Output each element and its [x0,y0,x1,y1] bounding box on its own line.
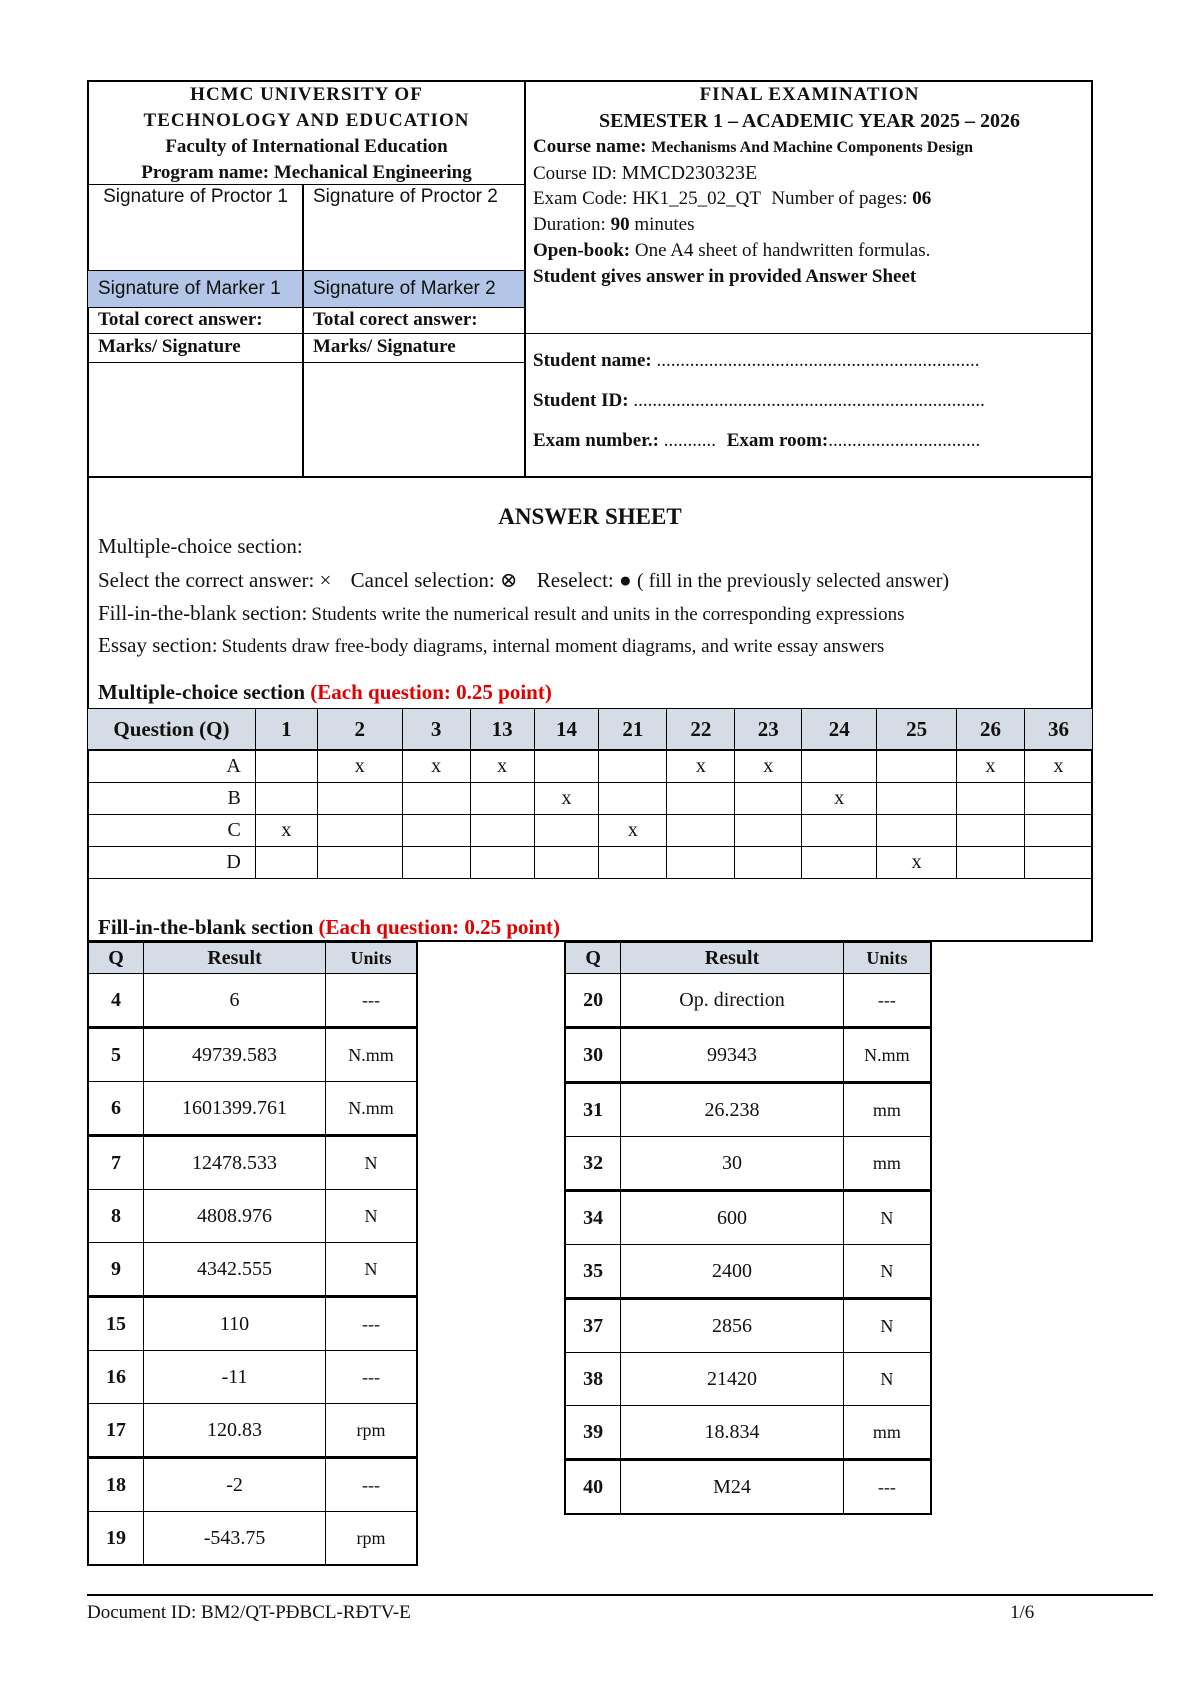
fill-question-number: 18 [88,1458,144,1512]
mc-answer-cell[interactable] [470,783,534,815]
marker2-signature-label: Signature of Marker 2 [313,278,496,299]
fill-result-cell[interactable]: 49739.583 [144,1028,326,1082]
mc-answer-cell[interactable] [317,847,402,879]
mc-answer-table [87,708,1093,879]
fill-question-number: 8 [88,1190,144,1243]
mc-option-row [88,750,1093,783]
mc-answer-cell[interactable] [1024,815,1092,847]
mc-answer-cell[interactable] [957,847,1025,879]
fill-result-cell[interactable]: 2856 [621,1299,844,1353]
mc-section-label: Multiple-choice section: [98,534,303,558]
fill-instructions [98,601,904,626]
fill-units-cell[interactable]: N.mm [326,1082,417,1136]
mc-points: (Each question: 0.25 point) [310,680,552,704]
fill-result-cell[interactable]: -543.75 [144,1512,326,1566]
grid-line [87,184,525,185]
fill-units-cell[interactable]: mm [843,1137,931,1191]
fill-left-header-row [88,942,417,974]
answer-note: Student gives answer in provided Answer Sheet [533,266,917,287]
mc-answer-cell[interactable] [957,783,1025,815]
mc-answer-cell[interactable] [534,815,599,847]
mc-question-number: 1 [255,709,317,751]
mc-answer-cell[interactable]: x [735,750,802,783]
fill-row [565,1083,931,1137]
mc-answer-cell[interactable] [402,815,470,847]
student-name-field[interactable]: .................................................................... [656,350,980,371]
fill-col-result: Result [621,942,844,974]
duration-label: Duration: [533,214,606,235]
fill-units-cell[interactable]: N [843,1353,931,1406]
mc-answer-cell[interactable]: x [667,750,735,783]
fill-question-number: 6 [88,1082,144,1136]
mc-answer-cell[interactable] [470,847,534,879]
mc-answer-cell[interactable] [802,815,877,847]
mc-option-label: D [88,847,256,879]
marker1-signature-label: Signature of Marker 1 [98,278,281,299]
mc-option-label: B [88,783,256,815]
selection-instructions [98,568,949,593]
mc-answer-cell[interactable]: x [317,750,402,783]
faculty-name: Faculty of International Education [165,136,448,157]
mc-question-number: 21 [599,709,667,751]
mc-answer-cell[interactable] [877,783,957,815]
fill-table-right [564,941,932,1515]
mc-heading [98,680,552,705]
fill-col-q: Q [565,942,621,974]
proctor2-signature-label: Signature of Proctor 2 [313,186,498,207]
university-name-line1: HCMC UNIVERSITY OF [190,84,423,105]
mc-answer-cell[interactable] [255,783,317,815]
fill-result-cell[interactable]: 18.834 [621,1406,844,1460]
total-correct-label-1: Total corect answer: [98,309,263,330]
fill-question-number: 20 [565,974,621,1028]
exam-number-label: Exam number.: [533,430,659,451]
mc-question-number: 36 [1024,709,1092,751]
exam-code-row [533,186,931,212]
fill-units-cell[interactable]: rpm [326,1404,417,1458]
mc-answer-cell[interactable] [534,750,599,783]
essay-section-label: Essay section: [98,633,218,657]
mc-answer-cell[interactable] [735,847,802,879]
answer-sheet-title: ANSWER SHEET [498,504,682,529]
fill-row [565,974,931,1028]
fill-result-cell[interactable]: -2 [144,1458,326,1512]
fill-units-cell[interactable]: N.mm [326,1028,417,1082]
mc-answer-cell[interactable] [599,847,667,879]
total-correct-label-2: Total corect answer: [313,309,478,330]
mc-question-number: 25 [877,709,957,751]
fill-table-left [87,941,418,1566]
fill-result-cell[interactable]: -11 [144,1351,326,1404]
course-id-row [533,160,757,187]
fill-row [88,1190,417,1243]
fill-units-cell[interactable]: mm [843,1406,931,1460]
mc-option-label: C [88,815,256,847]
mc-answer-cell[interactable] [402,783,470,815]
fill-row [565,1460,931,1515]
mc-answer-cell[interactable] [255,847,317,879]
course-name-row [533,134,1093,161]
fill-units-cell[interactable]: --- [843,974,931,1028]
essay-section-note: Students draw free-body diagrams, internal moment diagrams, and write essay answers [221,636,885,657]
fill-question-number: 32 [565,1137,621,1191]
fill-result-cell[interactable]: 600 [621,1191,844,1245]
mc-question-number: 14 [534,709,599,751]
fill-heading [98,915,560,940]
cancel-selection-label: Cancel selection: ⊗ [350,568,518,592]
mc-answer-cell[interactable] [877,815,957,847]
mc-answer-cell[interactable]: x [470,750,534,783]
fill-units-cell[interactable]: N [326,1136,417,1190]
mc-option-label: A [88,750,256,783]
fill-units-cell[interactable]: N [843,1245,931,1299]
fill-question-number: 19 [88,1512,144,1566]
mc-answer-cell[interactable] [599,783,667,815]
fill-result-cell[interactable]: 99343 [621,1028,844,1083]
page-number: 1/6 [1010,1602,1035,1623]
exam-number-field[interactable]: ........... [663,430,716,451]
mc-question-number: 26 [957,709,1025,751]
fill-units-cell[interactable]: N.mm [843,1028,931,1083]
pages-label: Number of pages: [771,188,908,209]
fill-units-cell[interactable]: --- [326,974,417,1028]
fill-result-cell[interactable]: 120.83 [144,1404,326,1458]
exam-room-field[interactable]: ................................ [828,430,981,451]
fill-result-cell[interactable]: 2400 [621,1245,844,1299]
program-name: Program name: Mechanical Engineering [141,162,472,183]
mc-header-row [88,709,1093,751]
fill-row [565,1353,931,1406]
fill-result-cell[interactable]: 4342.555 [144,1243,326,1297]
footer-rule [87,1594,1153,1596]
fill-section-note: Students write the numerical result and units in the corresponding expressions [311,604,905,625]
reselect-note: ( fill in the previously selected answer) [636,570,950,592]
fill-question-number: 31 [565,1083,621,1137]
select-answer-label: Select the correct answer: × [98,568,332,592]
fill-question-number: 38 [565,1353,621,1406]
fill-units-cell[interactable]: N [843,1191,931,1245]
mc-answer-cell[interactable] [877,750,957,783]
mc-answer-cell[interactable] [470,815,534,847]
fill-result-cell[interactable]: 12478.533 [144,1136,326,1190]
grid-line [87,333,1093,334]
fill-question-number: 9 [88,1243,144,1297]
mc-option-row [88,783,1093,815]
exam-number-row [533,428,980,454]
mc-answer-cell[interactable] [667,815,735,847]
fill-section-label: Fill-in-the-blank section: [98,601,308,625]
mc-answer-cell[interactable]: x [1024,750,1092,783]
fill-col-q: Q [88,942,144,974]
mc-answer-cell[interactable]: x [255,815,317,847]
grid-line [87,362,525,363]
fill-question-number: 15 [88,1297,144,1351]
mc-answer-cell[interactable] [957,815,1025,847]
fill-row [88,1028,417,1082]
mc-option-row [88,847,1093,879]
mc-answer-cell[interactable] [667,783,735,815]
essay-instructions [98,633,884,658]
fill-row [565,1137,931,1191]
fill-units-cell[interactable]: --- [843,1460,931,1515]
fill-question-number: 34 [565,1191,621,1245]
fill-result-cell[interactable]: 6 [144,974,326,1028]
proctor1-signature-label: Signature of Proctor 1 [103,186,288,207]
exam-code-label: Exam Code: [533,188,628,209]
mc-answer-cell[interactable] [317,783,402,815]
mc-answer-cell[interactable] [735,815,802,847]
exam-room-label: Exam room: [726,430,829,451]
duration-unit: minutes [634,214,695,235]
mc-question-number: 23 [735,709,802,751]
header-divider-vertical [524,80,526,478]
fill-question-number: 7 [88,1136,144,1190]
fill-result-cell[interactable]: Op. direction [621,974,844,1028]
open-book-label: Open-book: [533,240,631,261]
exam-title: FINAL EXAMINATION [699,84,920,105]
fill-units-cell[interactable]: rpm [326,1512,417,1566]
fill-question-number: 16 [88,1351,144,1404]
duration-row [533,212,695,238]
fill-row [88,974,417,1028]
student-id-field[interactable]: .......................................................................... [633,390,985,411]
fill-question-number: 30 [565,1028,621,1083]
course-id-value: MMCD230323E [621,162,758,184]
mc-answer-cell[interactable]: x [957,750,1025,783]
fill-question-number: 4 [88,974,144,1028]
mc-answer-cell[interactable]: x [802,783,877,815]
grid-line [302,184,304,478]
fill-row [565,1406,931,1460]
fill-heading-text: Fill-in-the-blank section [98,915,314,939]
fill-row [565,1028,931,1083]
grid-line [302,271,304,307]
fill-units-cell[interactable]: N [326,1243,417,1297]
student-name-label: Student name: [533,350,652,371]
fill-col-result: Result [144,942,326,974]
fill-result-cell[interactable]: 21420 [621,1353,844,1406]
fill-question-number: 17 [88,1404,144,1458]
fill-row [88,1512,417,1566]
fill-row [88,1351,417,1404]
fill-col-units: Units [326,942,417,974]
student-name-row [533,348,980,374]
pages-value: 06 [912,188,932,209]
student-id-row [533,388,985,414]
fill-row [88,1082,417,1136]
fill-result-cell[interactable]: 26.238 [621,1083,844,1137]
exam-code-value: HK1_25_02_QT [632,188,761,209]
mc-answer-cell[interactable] [735,783,802,815]
marks-signature-label-2: Marks/ Signature [313,336,456,357]
fill-row [88,1136,417,1190]
fill-question-number: 39 [565,1406,621,1460]
fill-question-number: 35 [565,1245,621,1299]
fill-result-cell[interactable]: 1601399.761 [144,1082,326,1136]
document-id: Document ID: BM2/QT-PĐBCL-RĐTV-E [87,1602,411,1623]
mc-option-row [88,815,1093,847]
mc-answer-cell[interactable] [534,847,599,879]
mc-answer-cell[interactable] [599,750,667,783]
marks-signature-label-1: Marks/ Signature [98,336,241,357]
open-book-value: One A4 sheet of handwritten formulas. [634,240,931,261]
mc-question-number: 24 [802,709,877,751]
mc-question-header: Question (Q) [88,709,256,751]
mc-answer-cell[interactable] [667,847,735,879]
mc-heading-text: Multiple-choice section [98,680,306,704]
mc-answer-cell[interactable]: x [877,847,957,879]
fill-units-cell[interactable]: N [843,1299,931,1353]
fill-units-cell[interactable]: --- [326,1297,417,1351]
fill-right-header-row [565,942,931,974]
fill-row [565,1191,931,1245]
mc-answer-cell[interactable] [255,750,317,783]
open-book-row [533,238,930,264]
fill-question-number: 40 [565,1460,621,1515]
course-name-label: Course name: [533,136,647,157]
fill-points: (Each question: 0.25 point) [318,915,561,939]
fill-question-number: 37 [565,1299,621,1353]
university-name-line2: TECHNOLOGY AND EDUCATION [143,110,470,131]
mc-question-number: 3 [402,709,470,751]
course-name-value: Mechanisms And Machine Components Design [651,139,974,156]
fill-row [565,1245,931,1299]
mc-answer-cell[interactable] [317,815,402,847]
reselect-label: Reselect: ● [536,568,632,592]
fill-result-cell[interactable]: 30 [621,1137,844,1191]
fill-units-cell[interactable]: mm [843,1083,931,1137]
fill-result-cell[interactable]: 4808.976 [144,1190,326,1243]
mc-answer-cell[interactable] [402,847,470,879]
mc-answer-cell[interactable] [1024,847,1092,879]
mc-question-number: 22 [667,709,735,751]
fill-result-cell[interactable]: 110 [144,1297,326,1351]
mc-answer-cell[interactable] [802,750,877,783]
fill-col-units: Units [843,942,931,974]
fill-result-cell[interactable]: M24 [621,1460,844,1515]
mc-answer-cell[interactable]: x [534,783,599,815]
fill-units-cell[interactable]: N [326,1190,417,1243]
course-id-label: Course ID: [533,163,617,184]
mc-question-number: 2 [317,709,402,751]
fill-row [88,1243,417,1297]
fill-row [88,1404,417,1458]
fill-units-cell[interactable]: --- [326,1458,417,1512]
mc-answer-cell[interactable] [802,847,877,879]
mc-answer-cell[interactable]: x [599,815,667,847]
grid-line [87,307,525,308]
student-id-label: Student ID: [533,390,629,411]
fill-units-cell[interactable]: --- [326,1351,417,1404]
fill-row [565,1299,931,1353]
duration-value: 90 [610,214,630,235]
fill-question-number: 5 [88,1028,144,1082]
mc-question-number: 13 [470,709,534,751]
fill-row [88,1458,417,1512]
semester-line: SEMESTER 1 – ACADEMIC YEAR 2025 – 2026 [599,110,1020,132]
fill-row [88,1297,417,1351]
mc-answer-cell[interactable]: x [402,750,470,783]
mc-answer-cell[interactable] [1024,783,1092,815]
